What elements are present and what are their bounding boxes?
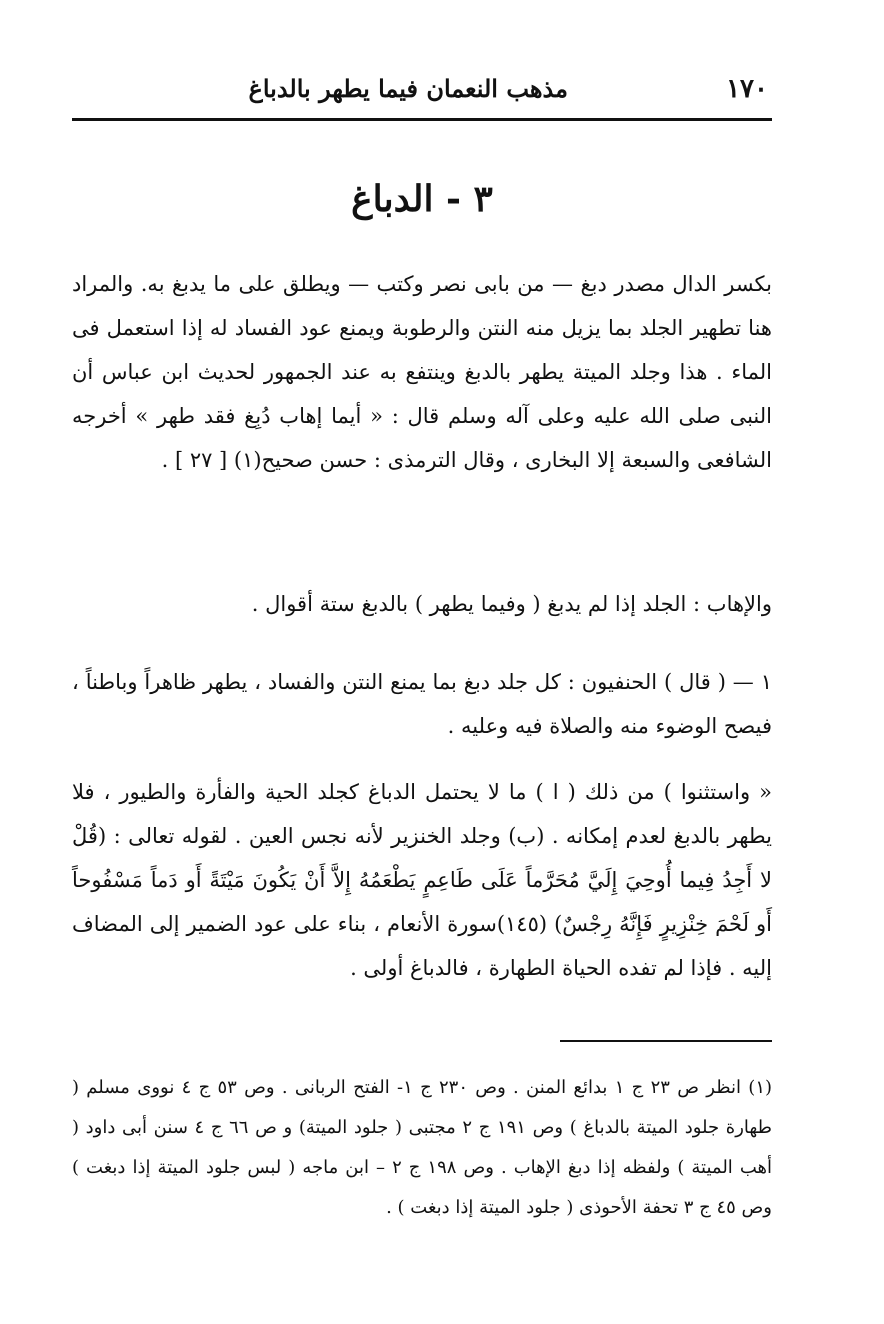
paragraph-text: « واستثنوا ) من ذلك ( ا ) ما لا يحتمل الدباغ كجلد الحية والفأرة والطيور ، فلا يطهر بالدبغ لعدم إمكانه . (ب) وجلد الخنزير لأنه نجس العين . لقوله تعالى : (قُلْ لا أَجِدُ فِيما أُوحِيَ إِلَيَّ مُحَرَّماً عَلَى طَاعِمٍ يَطْعَمُهُ إِلاَّ أَنْ يَكُونَ مَيْتَةً أَو دَماً مَسْفُوحاً أَو لَحْمَ خِنْزِيرٍ فَإِنَّهُ رِجْسٌ) (١٤٥)سورة الأنعام ، بناء على عود الضمير إلى المضاف إليه . فإذا لم تفده الحياة الطهارة ، فالدباغ أولى . <box>72 780 772 980</box>
footnote-rule <box>560 1040 772 1042</box>
paragraph-text: ١ — ( قال ) الحنفيون : كل جلد دبغ بما يمنع النتن والفساد ، يطهر ظاهراً وباطناً ، فيصح الوضوء منه والصلاة فيه وعليه . <box>72 670 772 738</box>
paragraph-text: بكسر الدال مصدر دبغ — من بابى نصر وكتب — ويطلق على ما يدبغ به. والمراد هنا تطهير الجلد بما يزيل منه النتن والرطوبة ويمنع عود الفساد له إذا استعمل فى الماء . هذا وجلد الميتة يطهر بالدبغ وينتفع به عند الجمهور لحديث ابن عباس أن النبى صلى الله عليه وعلى آله وسلم قال : « أيما إهاب دُبِغ فقد طهر » أخرجه الشافعى والسبعة إلا البخارى ، وقال الترمذى : حسن صحيح(١) [ ٢٧ ] . <box>72 272 772 472</box>
page-number: ١٧٠ <box>726 74 768 104</box>
body-paragraph-3 <box>72 660 772 748</box>
paragraph-text: والإهاب : الجلد إذا لم يدبغ ( وفيما يطهر ) بالدبغ ستة أقوال . <box>251 592 772 616</box>
header-rule <box>72 118 772 121</box>
footnote <box>72 1068 772 1228</box>
page-header <box>72 70 768 110</box>
body-paragraph-1 <box>72 262 772 482</box>
body-paragraph-4 <box>72 770 772 990</box>
running-title: مذهب النعمان فيما يطهر بالدباغ <box>248 74 568 103</box>
body-paragraph-2 <box>72 582 772 626</box>
chapter-title: ٣ - الدباغ <box>351 178 493 220</box>
footnote-text: (١) انظر ص ٢٣ ج ١ بدائع المنن . وص ٢٣٠ ج ١- الفتح الربانى . وص ٥٣ ج ٤ نووى مسلم ( طهارة جلود الميتة بالدباغ ) وص ١٩١ ج ٢ مجتبى ( جلود الميتة) و ص ٦٦ ج ٤ سنن أبى داود ( أهب الميتة ) ولفظه إذا دبغ الإهاب . وص ١٩٨ ج ٢ – ابن ماجه ( لبس جلود الميتة إذا دبغت ) وص ٤٥ ج ٣ تحفة الأحوذى ( جلود الميتة إذا دبغت ) . <box>72 1077 773 1218</box>
